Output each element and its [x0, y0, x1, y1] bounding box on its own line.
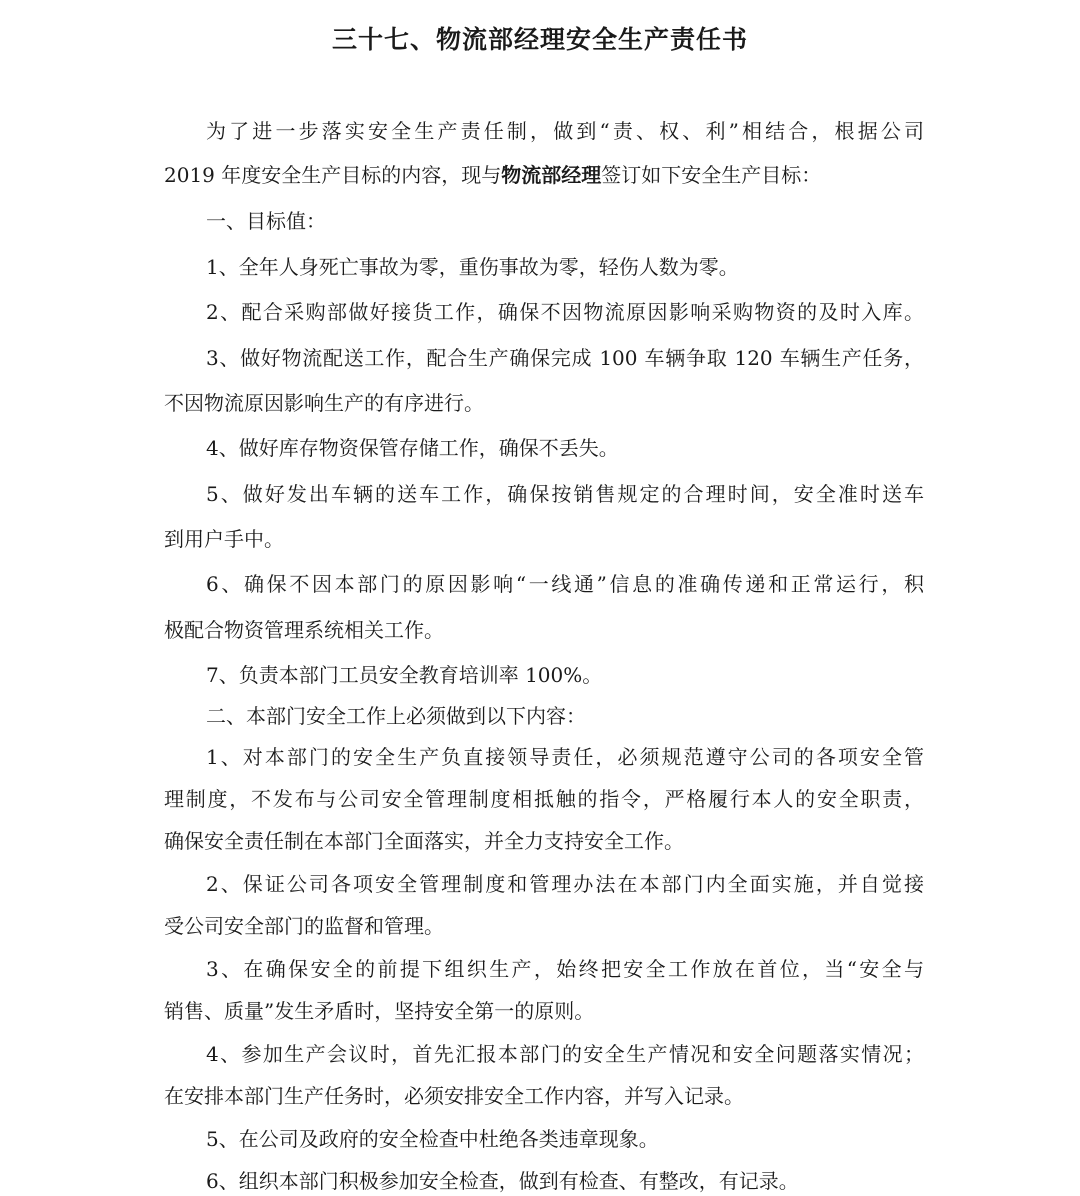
s2-item-3-line-2: 销售、质量”发生矛盾时，坚持安全第一的原则。 [164, 999, 595, 1023]
s2-item-1-line-3: 确保安全责任制在本部门全面落实，并全力支持安全工作。 [164, 829, 684, 853]
s2-item-5: 5、在公司及政府的安全检查中杜绝各类违章现象。 [206, 1127, 659, 1151]
s1-item-6-line-2: 极配合物资管理系统相关工作。 [164, 618, 444, 642]
s2-item-2-line-2: 受公司安全部门的监督和管理。 [164, 914, 444, 938]
s1-item-4: 4、做好库存物资保管存储工作，确保不丢失。 [206, 436, 619, 460]
intro-line-2-after: 签订如下安全生产目标： [601, 163, 822, 187]
s2-item-1-line-1: 1、对本部门的安全生产负直接领导责任，必须规范遵守公司的各项安全管 [206, 745, 924, 769]
s1-item-6-line-1: 6、确保不因本部门的原因影响“一线通”信息的准确传递和正常运行，积 [206, 572, 924, 596]
s2-item-3-line-1: 3、在确保安全的前提下组织生产，始终把安全工作放在首位，当“安全与 [206, 957, 924, 981]
intro-line-2-before: 2019 年度安全生产目标的内容，现与 [164, 163, 502, 187]
intro-line-1: 为了进一步落实安全生产责任制，做到“责、权、利”相结合，根据公司 [206, 119, 924, 143]
s2-item-4-line-2: 在安排本部门生产任务时，必须安排安全工作内容，并写入记录。 [164, 1084, 744, 1108]
document-title: 三十七、物流部经理安全生产责任书 [331, 25, 748, 54]
s2-item-2-line-1: 2、保证公司各项安全管理制度和管理办法在本部门内全面实施，并自觉接 [206, 872, 924, 896]
s1-item-3-line-1: 3、做好物流配送工作，配合生产确保完成 100 车辆争取 120 车辆生产任务， [206, 346, 924, 370]
intro-bold-role: 物流部经理 [501, 163, 602, 187]
s1-item-7: 7、负责本部门工员安全教育培训率 100%。 [206, 663, 603, 687]
intro-line-2 [164, 160, 924, 190]
s2-item-1-line-2: 理制度，不发布与公司安全管理制度相抵触的指令，严格履行本人的安全职责， [164, 787, 924, 811]
s1-item-2: 2、配合采购部做好接货工作，确保不因物流原因影响采购物资的及时入库。 [206, 300, 924, 324]
s2-item-6: 6、组织本部门积极参加安全检查，做到有检查、有整改，有记录。 [206, 1169, 799, 1193]
s1-item-3-line-2: 不因物流原因影响生产的有序进行。 [164, 391, 484, 415]
section-1-heading: 一、目标值： [206, 209, 326, 233]
section-2-heading: 二、本部门安全工作上必须做到以下内容： [206, 704, 586, 728]
s1-item-5-line-1: 5、做好发出车辆的送车工作，确保按销售规定的合理时间，安全准时送车 [206, 482, 924, 506]
s2-item-4-line-1: 4、参加生产会议时，首先汇报本部门的安全生产情况和安全问题落实情况； [206, 1042, 924, 1066]
s1-item-5-line-2: 到用户手中。 [164, 527, 284, 551]
s1-item-1: 1、全年人身死亡事故为零，重伤事故为零，轻伤人数为零。 [206, 255, 739, 279]
